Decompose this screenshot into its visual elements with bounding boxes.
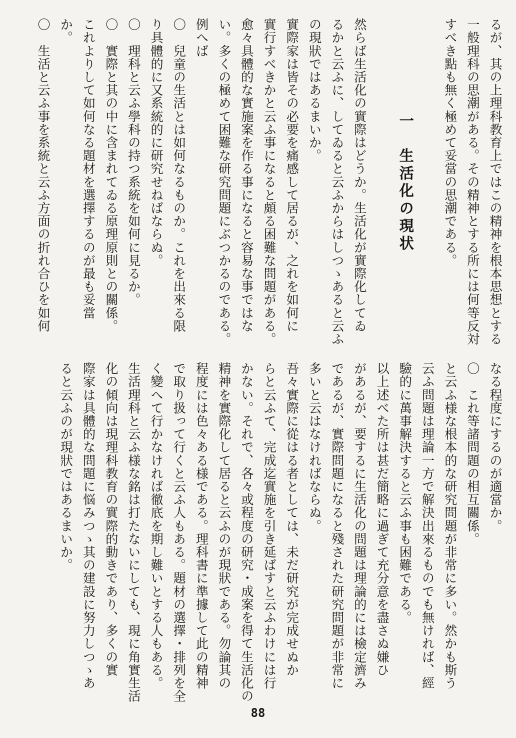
text-column: るが、其の上理科教育上ではこの精神を根本思想とする: [487, 18, 503, 346]
text-column: ると云ふのが現狀ではあるまいか。: [58, 362, 74, 572]
text-column: 〇 實際と其の中に含まれてゐる原理原則との關係。: [103, 18, 119, 333]
text-column: 程度には色々ある様である。理科書に準據して此の精神: [193, 362, 209, 690]
text-column: く變へて行かなければ徹底を期し難いとする人もある。: [148, 362, 164, 690]
text-column: と云ふ様な根本的な研究問題が非常に多い。然かも斯う: [442, 362, 458, 690]
section-heading: 一 生活化の現状: [397, 113, 415, 253]
text-column: 例へば: [193, 18, 209, 58]
text-column: すべき點も無く極めて妥當の思潮である。: [442, 18, 458, 267]
text-column: らと云ふて、完成迄實施を引き延ばすと云ふわけには行: [261, 362, 277, 690]
page-number: 88: [250, 706, 266, 720]
text-column: 〇 理科と云ふ學科の持つ系統を如何に見るか。: [125, 18, 141, 307]
text-column: 以上述べた所は甚だ簡略に過ぎて充分意を盡さぬ嫌ひ: [374, 362, 390, 677]
text-column: 吾々實際に從はる者としては、未だ研究が完成せぬか: [284, 362, 300, 677]
text-column: 生活理科と云ふ様な銘は打たないにしても、現に角實生活: [125, 362, 141, 703]
text-column: であるが、實際問題になると殘された研究問題が非常に: [329, 362, 345, 690]
text-column: り具體的に又系統的に研究せねばならぬ。: [148, 18, 164, 267]
text-column: で取り扱って行くと云ふ人もある。題材の選擇・排列を全: [171, 362, 187, 703]
text-column: かない。それで、各々或程度の研究・成案を得て生活化の: [238, 362, 254, 703]
text-column: 精神を實際化して居ると云ふのが現狀である。勿論其の: [216, 362, 232, 690]
text-column: 〇 兒童の生活とは如何なるものか。これを出來る限: [171, 18, 187, 333]
text-column: 化の傾向は現理科教育の實際的動きであり、多くの實: [103, 362, 119, 677]
text-column: か。: [58, 18, 74, 45]
text-column: 實際家は皆その必要を痛感して居るが、之れを如何に: [284, 18, 300, 333]
text-column: い。多くの極めて困難な研究問題にぶつかるのである。: [216, 18, 232, 346]
text-column: これよりして如何なる題材を選擇するのが最も妥當: [80, 18, 96, 320]
text-column: 〇 これ等諸問題の相互關係。: [464, 362, 480, 546]
text-column: 〇 生活と云ふ事を系統と云ふ方面の折れ合ひを如何: [35, 18, 51, 333]
text-column: 愈々具體的な實施案を作る事になると容易な事ではな: [238, 18, 254, 333]
text-column: 云ふ問題は理論一方で解決出來るものでも無ければ、經: [419, 362, 435, 690]
text-column: 實行すべきかと云ふ事になると頗る困難な問題がある。: [261, 18, 277, 346]
text-column: 際家は具體的な問題に悩みつゝ其の建設に努力しつゝあ: [80, 362, 96, 690]
text-column: 多いと云はなければならぬ。: [306, 362, 322, 533]
text-column: るかと云ふに、してゐると云ふからはしつゝあると云ふ: [329, 18, 345, 346]
text-column: 然らば生活化の實際はどうか。生活化が實際化してゐ: [351, 18, 367, 333]
text-column: 驗的に萬事解決すると云ふ事も困難である。: [397, 362, 413, 624]
text-column: なる程度にするのが適當か。: [487, 362, 503, 533]
text-column: 一般理科の思潮がある。その精神とする所には何等反対: [464, 18, 480, 346]
text-column: の現狀ではあるまいか。: [306, 18, 322, 163]
text-column: があるが、要するに生活化の問題は理論的には檢定濟み: [351, 362, 367, 690]
